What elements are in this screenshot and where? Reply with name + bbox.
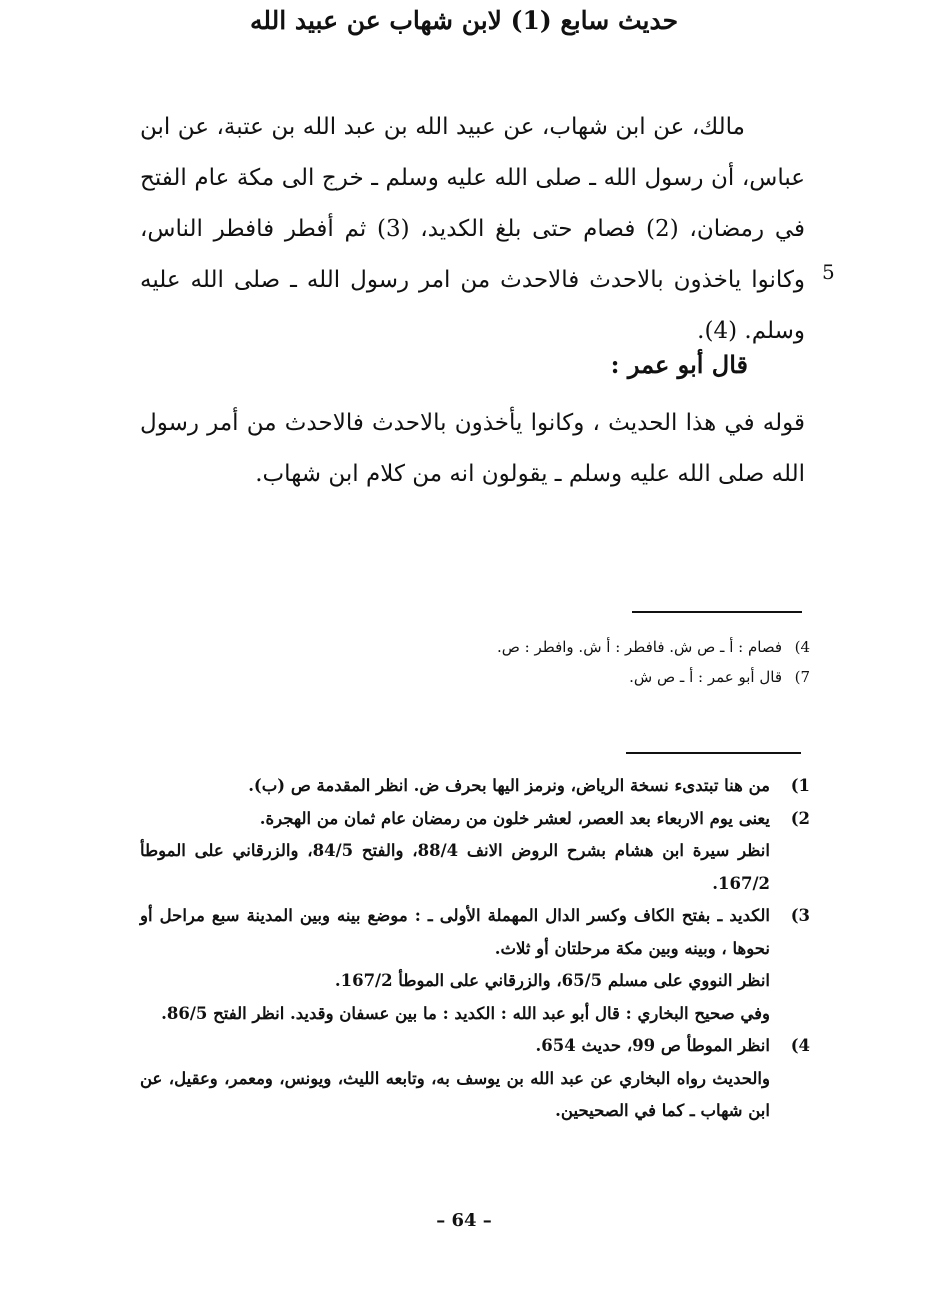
section-heading: قال أبو عمر : (610, 350, 748, 379)
variant-row (430, 632, 810, 662)
hadith-title: حديث سابع (1) لابن شهاب عن عبيد الله (249, 6, 679, 35)
variant-text: فصام : أ ـ ص ش. فافطر : أ ش. وافطر : ص. (497, 638, 782, 656)
variant-number: 7) (794, 668, 810, 686)
hadith-paragraph: مالك، عن ابن شهاب، عن عبيد الله بن عبد الله بن عتبة، عن ابن عباس، أن رسول الله ـ صلى الله عليه وسلم ـ خرج الى مكة عام الفتح في رمضان، (2) فصام حتى بلغ الكديد، (3) ثم أفطر فافطر الناس، وكانوا ياخذون بالاحدث فالاحدث من امر رسول الله ـ صلى الله عليه وسلم. (4). (140, 114, 805, 344)
footnote (140, 803, 810, 901)
footnote-number: 2) (790, 808, 810, 828)
footnote-number: 4) (790, 1036, 810, 1055)
footnote (140, 1030, 810, 1128)
footnote-line: الكديد ـ بفتح الكاف وكسر الدال المهملة الأولى ـ : موضع بينه وبين المدينة سبع مراحل أو نحوها ، وبينه وبين مكة مرحلتان أو ثلاث. (140, 906, 770, 958)
footnote-line: انظر الموطأ ص 99، حديث 654. (535, 1036, 770, 1055)
footnote-number: 1) (790, 776, 810, 795)
footnote-number: 3) (790, 906, 810, 925)
footnote (140, 900, 810, 1030)
footnote-line: انظر سيرة ابن هشام بشرح الروض الانف 88/4، والفتح 84/5، والزرقاني على الموطأ 167/2. (140, 841, 770, 893)
commentary-text (140, 398, 805, 500)
variant-number: 4) (794, 638, 810, 656)
footnotes (140, 770, 810, 1128)
variant-readings (430, 632, 810, 692)
line-number-marker: 5 (822, 260, 835, 284)
footnote-line: من هنا تبتدىء نسخة الرياض، ونرمز اليها بحرف ض. انظر المقدمة ص (ب). (248, 776, 770, 795)
variant-text: قال أبو عمر : أ ـ ص ش. (629, 668, 782, 686)
hadith-text (140, 102, 805, 357)
footnote-line: والحديث رواه البخاري عن عبد الله بن يوسف به، وتابعه الليث، ويونس، ومعمر، وعقيل، عن ابن شهاب ـ كما في الصحيحين. (140, 1068, 770, 1120)
footnote-line: انظر النووي على مسلم 65/5، والزرقاني على الموطأ 167/2. (334, 971, 770, 990)
footnote-line: يعنى يوم الاربعاء بعد العصر، لعشر خلون من رمضان عام ثمان من الهجرة. (259, 808, 770, 828)
page-number: – 64 – (436, 1210, 492, 1231)
variant-row (430, 662, 810, 692)
footnote-line: وفي صحيح البخاري : قال أبو عبد الله : الكديد : ما بين عسفان وقديد. انظر الفتح 86/5. (161, 1003, 770, 1023)
footnote (140, 770, 810, 803)
footnotes-divider (626, 752, 801, 754)
variants-divider (632, 611, 802, 613)
commentary-paragraph: قوله في هذا الحديث ، وكانوا يأخذون بالاحدث فالاحدث من أمر رسول الله صلى الله عليه وسلم ـ يقولون انه من كلام ابن شهاب. (140, 410, 805, 487)
